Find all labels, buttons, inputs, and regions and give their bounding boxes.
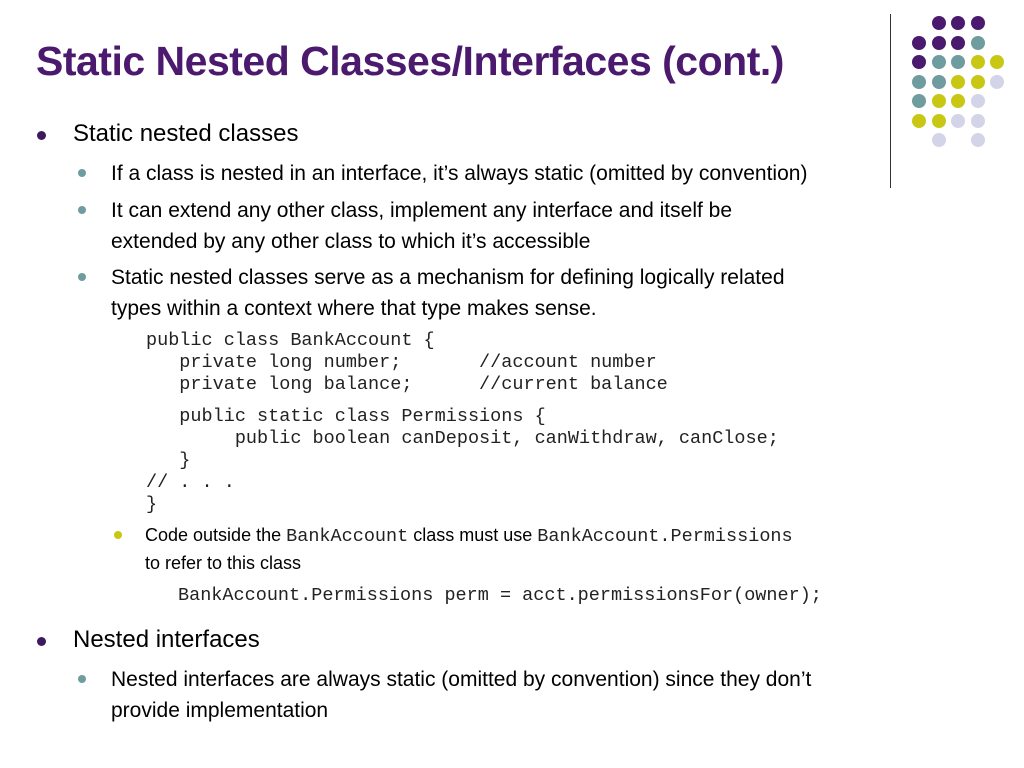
decorative-dot [912,94,926,108]
heading-nested-interfaces: Nested interfaces [73,626,260,653]
bullet-dot-icon [78,206,86,214]
decorative-dot [951,75,965,89]
decorative-dot [932,133,946,147]
sub-text-part1: Code outside the [145,525,287,545]
decorative-dot [971,55,985,69]
slide-title: Static Nested Classes/Interfaces (cont.) [36,38,784,84]
decorative-dot [951,16,965,30]
decorative-dot [951,36,965,50]
decorative-dot [932,114,946,128]
bullet-dot-icon [78,675,86,683]
decorative-dot [912,114,926,128]
item-extend-line1: It can extend any other class, implement any interface and itself be [111,199,733,222]
decorative-dot [912,55,926,69]
bullet-dot-icon [78,273,86,281]
decorative-dot [971,75,985,89]
bullet-dot-icon [37,637,46,646]
bullet-dot-icon [37,131,46,140]
decorative-dot [951,94,965,108]
heading-static-nested-classes: Static nested classes [73,120,299,147]
inline-code-permissions: BankAccount.Permissions [537,526,793,547]
decorative-dot [971,133,985,147]
item-nested-interfaces-line2: provide implementation [111,699,329,722]
item-extend-line2: extended by any other class to which it’s accessible [111,230,591,253]
decorative-dot [990,75,1004,89]
decorative-dot [951,114,965,128]
decorative-dot [932,75,946,89]
code-block-permissions: public static class Permissions { public boolean canDeposit, canWithdraw, canClose; } // . . . } [146,406,779,515]
item-mechanism-line2: types within a context where that type makes sense. [111,297,597,320]
bullet-dot-icon [114,531,122,539]
bullet-dot-icon [78,169,86,177]
decorative-dot [971,94,985,108]
decorative-dot [971,36,985,50]
decorative-dot [932,55,946,69]
inline-code-bankaccount: BankAccount [286,526,409,547]
decorative-dot [990,55,1004,69]
code-line-permissions-usage: BankAccount.Permissions perm = acct.permissionsFor(owner); [178,585,822,606]
decorative-dot [932,16,946,30]
item-nested-interfaces-line1: Nested interfaces are always static (omitted by convention) since they don’t [111,668,812,691]
decorative-dot [971,16,985,30]
decorative-dot [912,36,926,50]
item-code-outside-line2: to refer to this class [145,553,302,573]
decorative-dot [971,114,985,128]
item-nested-in-interface: If a class is nested in an interface, it’s always static (omitted by convention) [111,162,808,185]
decorative-dot [932,36,946,50]
title-divider [890,14,891,188]
code-block-bankaccount: public class BankAccount { private long number; //account number private long balance; //current balance [146,330,668,395]
sub-text-part2: class must use [408,525,538,545]
decorative-dot [932,94,946,108]
decorative-dot [951,55,965,69]
item-code-outside [145,521,793,551]
item-mechanism-line1: Static nested classes serve as a mechanism for defining logically related [111,266,785,289]
decorative-dot [912,75,926,89]
